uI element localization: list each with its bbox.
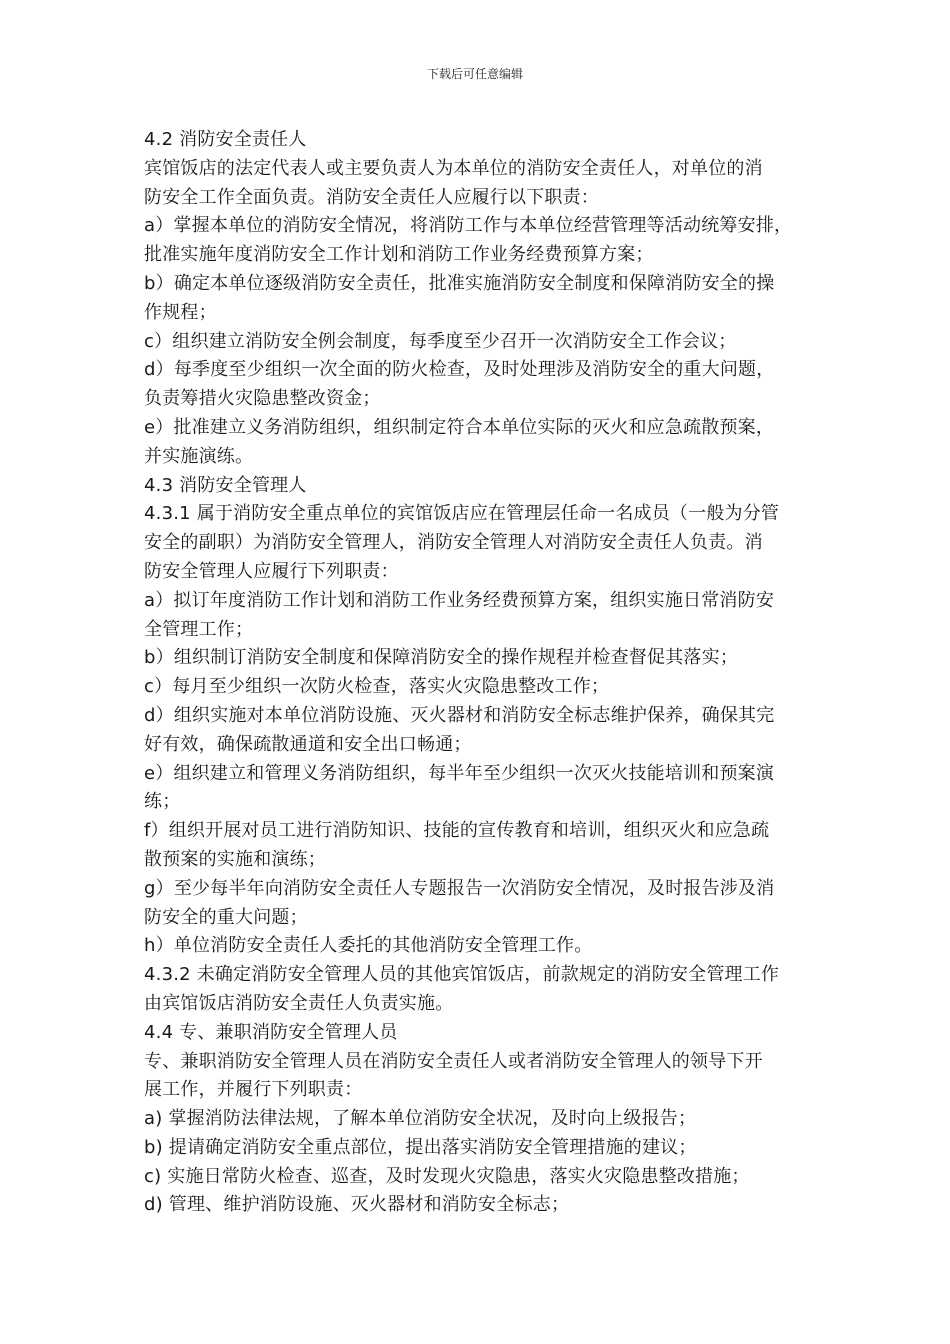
list-item-line: 作规程； xyxy=(144,301,217,323)
list-item-line: c）每月至少组织一次防火检查，落实火灾隐患整改工作； xyxy=(144,676,610,698)
page-header: 下载后可任意编辑 xyxy=(426,67,523,81)
section-heading: 4.3 消防安全管理人 xyxy=(144,474,307,496)
list-item-line: 防安全的重大问题； xyxy=(144,906,308,928)
section-heading: 4.4 专、兼职消防安全管理人员 xyxy=(144,1021,398,1043)
paragraph-line: 展工作，并履行下列职责： xyxy=(144,1079,363,1101)
list-item-line: h）单位消防安全责任人委托的其他消防安全管理工作。 xyxy=(144,935,593,957)
paragraph-line: 防安全管理人应履行下列职责： xyxy=(144,560,399,582)
list-item-line: b）确定本单位逐级消防安全责任，批准实施消防安全制度和保障消防安全的操 xyxy=(144,272,775,294)
section-heading: 4.2 消防安全责任人 xyxy=(144,129,307,150)
list-item-line: a）掌握本单位的消防安全情况，将消防工作与本单位经营管理等活动统筹安排， xyxy=(144,215,793,237)
list-item-line: a）拟订年度消防工作计划和消防工作业务经费预算方案，组织实施日常消防安 xyxy=(144,589,775,611)
list-item-line: a) 掌握消防法律法规，了解本单位消防安全状况，及时向上级报告； xyxy=(144,1108,697,1130)
list-item-line: f）组织开展对员工进行消防知识、技能的宣传教育和培训，组织灭火和应急疏 xyxy=(144,820,770,842)
paragraph-line: 由宾馆饭店消防安全责任人负责实施。 xyxy=(144,992,454,1014)
document-body xyxy=(144,126,834,1220)
list-item-line: 好有效，确保疏散通道和安全出口畅通； xyxy=(144,733,472,755)
list-item-line: d）每季度至少组织一次全面的防火检查，及时处理涉及消防安全的重大问题， xyxy=(144,359,775,381)
list-item-line: 并实施演练。 xyxy=(144,445,254,467)
list-item-line: 散预案的实施和演练； xyxy=(144,848,326,870)
list-item-line: b) 提请确定消防安全重点部位，提出落实消防安全管理措施的建议； xyxy=(144,1136,697,1158)
list-item-line: b）组织制订消防安全制度和保障消防安全的操作规程并检查督促其落实； xyxy=(144,647,739,669)
list-item-line: 练； xyxy=(144,791,181,813)
list-item-line: 全管理工作； xyxy=(144,618,254,640)
list-item-line: c) 实施日常防火检查、巡查，及时发现火灾隐患，落实火灾隐患整改措施； xyxy=(144,1165,750,1187)
paragraph-line: 专、兼职消防安全管理人员在消防安全责任人或者消防安全管理人的领导下开 xyxy=(144,1050,763,1072)
paragraph-line: 4.3.2 未确定消防安全管理人员的其他宾馆饭店，前款规定的消防安全管理工作 xyxy=(144,964,780,986)
paragraph-line: 宾馆饭店的法定代表人或主要负责人为本单位的消防安全责任人，对单位的消 xyxy=(144,157,763,179)
list-item-line: d）组织实施对本单位消防设施、灭火器材和消防安全标志维护保养，确保其完 xyxy=(144,704,775,726)
list-item-line: 负责筹措火灾隐患整改资金； xyxy=(144,388,381,410)
list-item-line: c）组织建立消防安全例会制度，每季度至少召开一次消防安全工作会议； xyxy=(144,330,737,352)
list-item-line: e）组织建立和管理义务消防组织，每半年至少组织一次灭火技能培训和预案演 xyxy=(144,762,775,784)
paragraph-line: 防安全工作全面负责。消防安全责任人应履行以下职责： xyxy=(144,186,599,208)
list-item-line: e）批准建立义务消防组织，组织制定符合本单位实际的灭火和应急疏散预案， xyxy=(144,416,775,438)
list-item-line: g）至少每半年向消防安全责任人专题报告一次消防安全情况，及时报告涉及消 xyxy=(144,877,775,899)
list-item-line: 批准实施年度消防安全工作计划和消防工作业务经费预算方案； xyxy=(144,244,654,266)
paragraph-line: 安全的副职）为消防安全管理人，消防安全管理人对消防安全责任人负责。消 xyxy=(144,532,763,554)
list-item-line: d) 管理、维护消防设施、灭火器材和消防安全标志； xyxy=(144,1194,570,1216)
paragraph-line: 4.3.1 属于消防安全重点单位的宾馆饭店应在管理层任命一名成员（一般为分管 xyxy=(144,503,780,525)
